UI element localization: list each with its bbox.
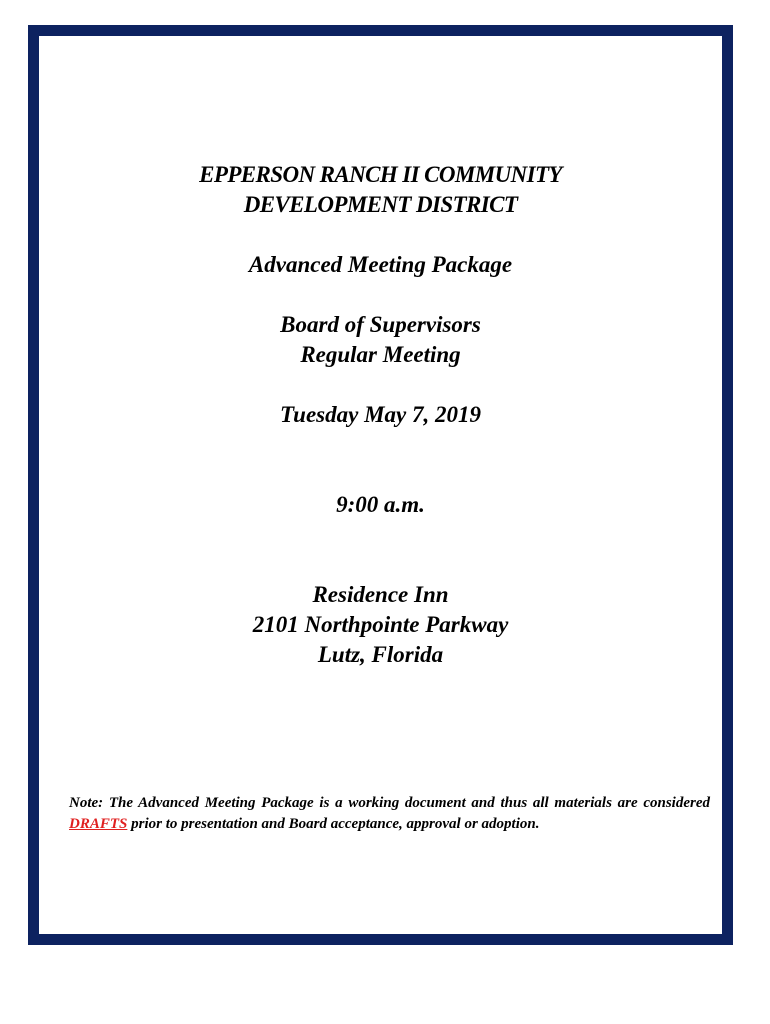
note-text-after: prior to presentation and Board acceptance, approval or adoption.	[127, 816, 540, 832]
meeting-time: 9:00 a.m.	[336, 492, 425, 517]
spacer	[39, 220, 722, 250]
venue-name: Residence Inn	[312, 582, 449, 607]
district-title-line2: DEVELOPMENT DISTRICT	[243, 192, 518, 217]
package-label: Advanced Meeting Package	[248, 252, 513, 277]
cover-border	[28, 25, 733, 945]
spacer	[39, 460, 722, 490]
board-line2: Regular Meeting	[300, 342, 461, 367]
cover-content	[39, 160, 722, 670]
spacer	[39, 370, 722, 400]
venue-address: 2101 Northpointe Parkway	[252, 612, 509, 637]
drafts-emphasis: DRAFTS	[69, 816, 128, 832]
drafts-note	[69, 793, 710, 835]
meeting-date: Tuesday May 7, 2019	[279, 402, 481, 427]
note-text-before: Note: The Advanced Meeting Package is a working document and thus all materials are considered	[69, 795, 710, 811]
venue-city: Lutz, Florida	[317, 642, 444, 667]
spacer	[39, 550, 722, 580]
district-title-line1: EPPERSON RANCH II COMMUNITY	[199, 162, 562, 187]
spacer	[39, 520, 722, 550]
spacer	[39, 430, 722, 460]
board-line1: Board of Supervisors	[280, 312, 481, 337]
spacer	[39, 280, 722, 310]
